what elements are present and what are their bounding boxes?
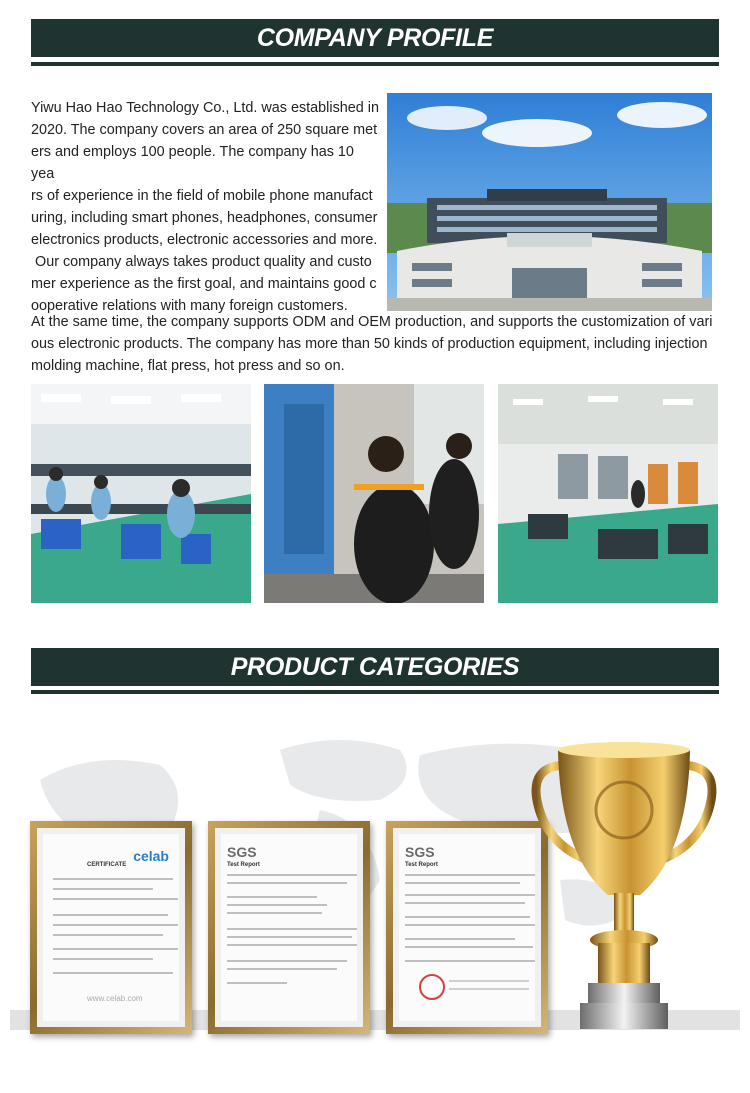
certificate-text-line: [405, 938, 515, 940]
certificate-text-line: [53, 958, 153, 960]
certificate-subtitle: CERTIFICATE: [87, 862, 127, 868]
certificate-text-line: [53, 924, 178, 926]
production-line: ous electronic products. The company has more than 50 kinds of production equipment, including injection: [31, 336, 708, 352]
certificate-text-line: [227, 960, 347, 962]
certificate-text-line: [53, 898, 178, 900]
intro-line: mer experience as the first goal, and maintains good c: [31, 276, 377, 292]
certificate-text-line: [227, 912, 322, 914]
certificate-text-line: [405, 916, 530, 918]
certificate-brand: SGS: [405, 844, 435, 860]
certificate-brand: celab: [133, 848, 169, 864]
certificate-text-line: [227, 882, 347, 884]
certificate-text-line: [449, 980, 529, 982]
gold-trophy-icon: [528, 735, 720, 1035]
certificate-text-line: [405, 924, 535, 926]
certificate-text-line: [227, 874, 357, 876]
company-profile-rule: [31, 62, 719, 66]
certificate-text-line: [53, 914, 168, 916]
certificate-brand: SGS: [227, 844, 257, 860]
certificate-text-line: [53, 934, 163, 936]
intro-line: electronics products, electronic accessories and more.: [31, 232, 378, 248]
certificate-text-line: [53, 948, 178, 950]
company-profile-title: COMPANY PROFILE: [256, 23, 494, 52]
machine-operators-photo: [264, 384, 484, 603]
certificate-text-line: [405, 874, 535, 876]
certificate-paper: [393, 828, 541, 1027]
intro-line: rs of experience in the field of mobile phone manufact: [31, 188, 373, 204]
company-production-text: [31, 311, 731, 377]
certificate-text-line: [227, 936, 352, 938]
workshop-floor-photo: [498, 384, 718, 603]
company-profile-banner: [31, 19, 719, 57]
certificate-text-line: [405, 960, 535, 962]
certificate-text-line: [227, 944, 357, 946]
product-categories-title: PRODUCT CATEGORIES: [230, 652, 520, 681]
certificate-text-line: [405, 882, 520, 884]
certificate-text-line: [227, 968, 337, 970]
assembly-line-photo: [31, 384, 251, 603]
intro-line: Our company always takes product quality and custo: [31, 254, 372, 270]
certificate-text-line: [53, 888, 153, 890]
certificate-text-line: [53, 972, 173, 974]
intro-line: 2020. The company covers an area of 250 square met: [31, 122, 378, 138]
intro-line: uring, including smart phones, headphones, consumer: [31, 210, 378, 226]
certificate-text-line: [405, 894, 535, 896]
certificate-text-line: [449, 988, 529, 990]
certificate-text-line: [227, 904, 327, 906]
certificate-footer: www.celab.com: [87, 994, 143, 1003]
product-categories-rule: [31, 690, 719, 694]
production-line: At the same time, the company supports ODM and OEM production, and supports the customization of vari: [31, 314, 713, 330]
certificate-subtitle: Test Report: [405, 862, 438, 868]
certificate-subtitle: Test Report: [227, 862, 260, 868]
celab-certificate: [30, 821, 192, 1034]
certificate-text-line: [227, 928, 357, 930]
sgs-test-certificate: [386, 821, 548, 1034]
intro-line: ooperative relations with many foreign customers.: [31, 298, 348, 314]
company-building-photo: [387, 93, 712, 311]
production-line: molding machine, flat press, hot press and so on.: [31, 358, 345, 374]
certificate-text-line: [405, 946, 533, 948]
sgs-report-certificate: [208, 821, 370, 1034]
company-intro-text: [31, 97, 381, 317]
certificate-paper: [37, 828, 185, 1027]
certificate-text-line: [227, 896, 317, 898]
certificate-paper: [215, 828, 363, 1027]
intro-line: Yiwu Hao Hao Technology Co., Ltd. was established in: [31, 100, 379, 116]
certificate-text-line: [53, 878, 173, 880]
certificate-text-line: [405, 902, 525, 904]
red-stamp-icon: [419, 974, 445, 1000]
intro-line: ers and employs 100 people. The company has 10 yea: [31, 144, 354, 182]
product-categories-banner: [31, 648, 719, 686]
certificate-text-line: [227, 982, 287, 984]
